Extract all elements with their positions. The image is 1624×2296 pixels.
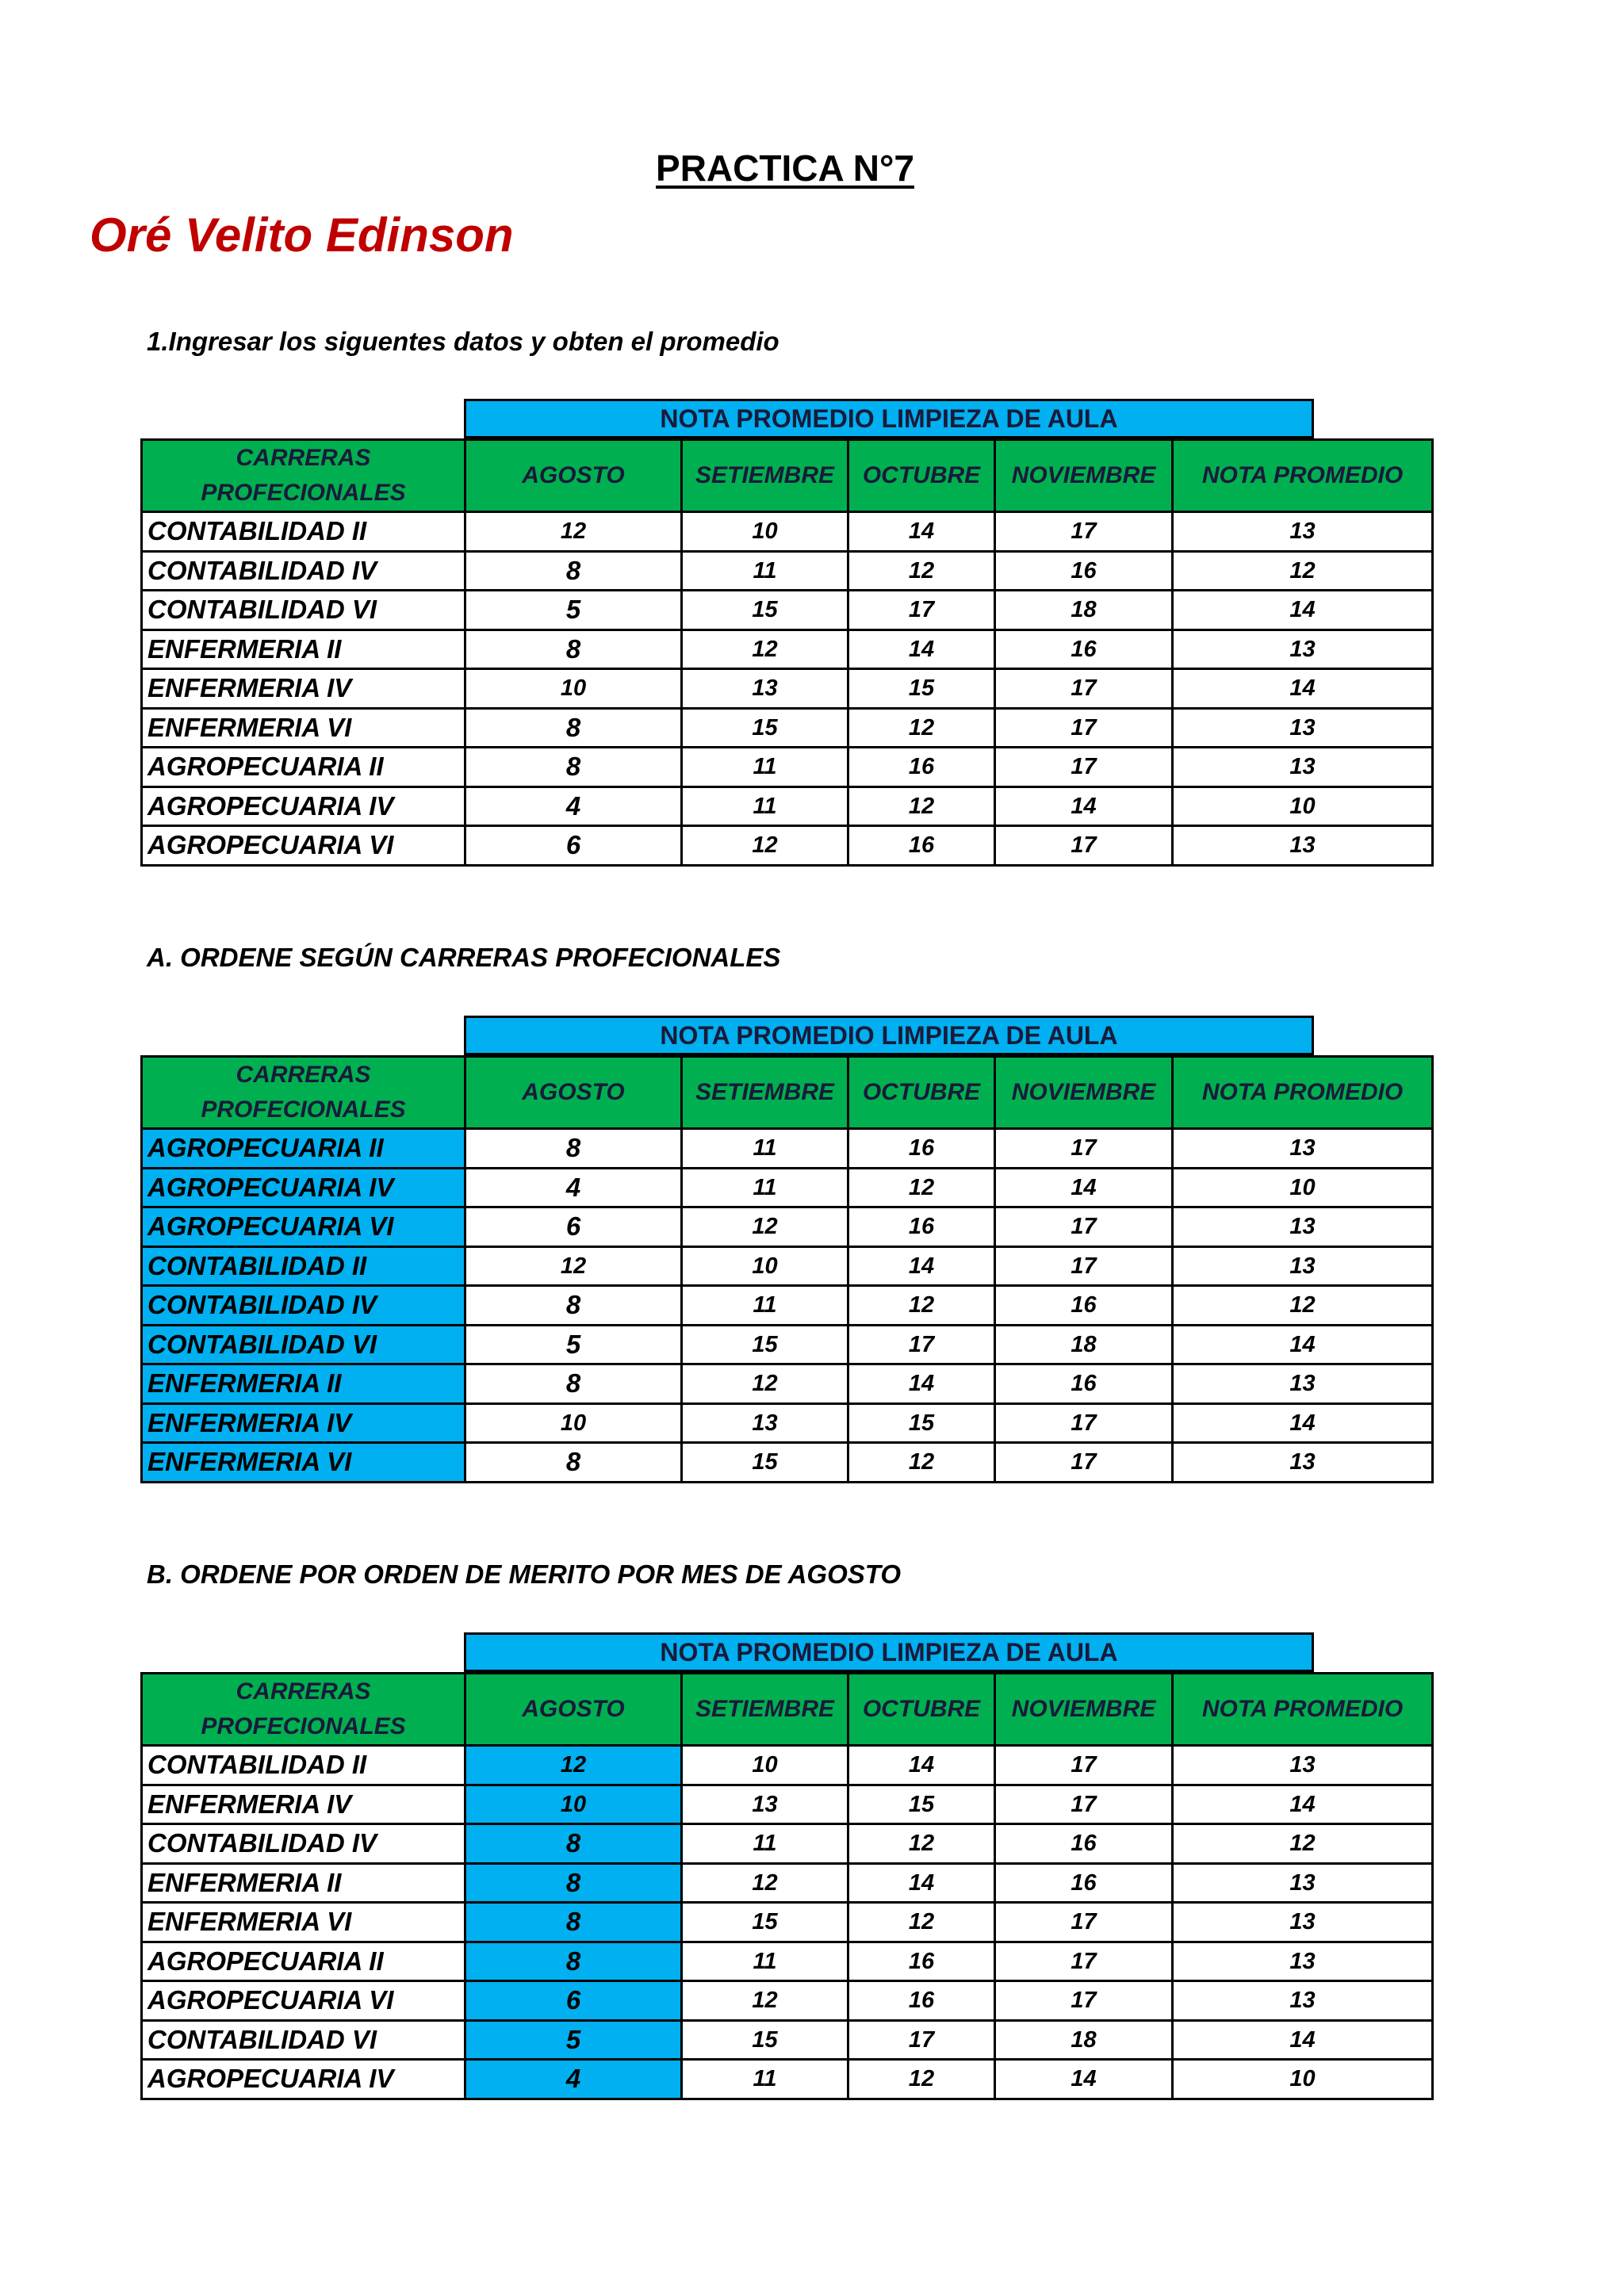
table-row (142, 2060, 1433, 2099)
table-row (142, 1863, 1433, 1903)
cell-setiembre: 12 (682, 1364, 848, 1404)
table-row (142, 669, 1433, 709)
cell-carrera: AGROPECUARIA II (142, 1129, 465, 1169)
header-noviembre: NOVIEMBRE (995, 440, 1173, 512)
table-row (142, 708, 1433, 748)
cell-agosto: 10 (465, 669, 682, 709)
cell-carrera: CONTABILIDAD II (142, 1746, 465, 1785)
cell-noviembre: 17 (995, 826, 1173, 866)
cell-octubre: 12 (848, 551, 995, 591)
cell-setiembre: 12 (682, 1981, 848, 2021)
cell-promedio: 14 (1173, 2020, 1433, 2060)
cell-promedio: 12 (1173, 551, 1433, 591)
cell-agosto: 10 (465, 1785, 682, 1824)
cell-setiembre: 12 (682, 1863, 848, 1903)
cell-promedio: 13 (1173, 1364, 1433, 1404)
cell-setiembre: 11 (682, 551, 848, 591)
cell-agosto: 8 (465, 1863, 682, 1903)
cell-noviembre: 18 (995, 591, 1173, 630)
cell-carrera: AGROPECUARIA VI (142, 1981, 465, 2021)
author-name: Oré Velito Edinson (90, 209, 514, 262)
cell-agosto: 8 (465, 1903, 682, 1942)
table-row (142, 1443, 1433, 1483)
header-noviembre: NOVIEMBRE (995, 1674, 1173, 1746)
cell-noviembre: 17 (995, 1403, 1173, 1443)
header-promedio: NOTA PROMEDIO (1173, 1057, 1433, 1129)
header-noviembre: NOVIEMBRE (995, 1057, 1173, 1129)
cell-carrera: CONTABILIDAD VI (142, 591, 465, 630)
header-carreras: CARRERAS PROFECIONALES (142, 440, 465, 512)
cell-carrera: CONTABILIDAD IV (142, 1824, 465, 1864)
cell-agosto: 8 (465, 1942, 682, 1981)
cell-octubre: 14 (848, 512, 995, 552)
cell-octubre: 12 (848, 1443, 995, 1483)
cell-octubre: 14 (848, 629, 995, 669)
cell-octubre: 16 (848, 1942, 995, 1981)
cell-promedio: 14 (1173, 1403, 1433, 1443)
data-table (140, 1055, 1434, 1483)
cell-carrera: AGROPECUARIA VI (142, 1207, 465, 1247)
cell-agosto: 6 (465, 826, 682, 866)
cell-agosto: 5 (465, 2020, 682, 2060)
table-row (142, 551, 1433, 591)
cell-carrera: AGROPECUARIA IV (142, 2060, 465, 2099)
cell-octubre: 16 (848, 748, 995, 787)
cell-noviembre: 14 (995, 2060, 1173, 2099)
table-row (142, 826, 1433, 866)
cell-agosto: 8 (465, 708, 682, 748)
cell-promedio: 10 (1173, 2060, 1433, 2099)
cell-agosto: 5 (465, 1325, 682, 1364)
cell-carrera: ENFERMERIA II (142, 1364, 465, 1404)
cell-setiembre: 15 (682, 1325, 848, 1364)
cell-agosto: 8 (465, 551, 682, 591)
header-setiembre: SETIEMBRE (682, 1674, 848, 1746)
cell-noviembre: 14 (995, 786, 1173, 826)
cell-promedio: 13 (1173, 1746, 1433, 1785)
cell-promedio: 13 (1173, 512, 1433, 552)
table-row (142, 1286, 1433, 1326)
table-row (142, 1246, 1433, 1286)
cell-promedio: 14 (1173, 1325, 1433, 1364)
cell-promedio: 13 (1173, 1207, 1433, 1247)
cell-promedio: 13 (1173, 1981, 1433, 2021)
cell-agosto: 4 (465, 2060, 682, 2099)
cell-carrera: CONTABILIDAD VI (142, 2020, 465, 2060)
cell-noviembre: 17 (995, 1207, 1173, 1247)
cell-agosto: 8 (465, 1129, 682, 1169)
cell-octubre: 16 (848, 1981, 995, 2021)
cell-carrera: ENFERMERIA IV (142, 669, 465, 709)
group-header: NOTA PROMEDIO LIMPIEZA DE AULA (464, 399, 1314, 438)
cell-agosto: 8 (465, 1443, 682, 1483)
cell-noviembre: 17 (995, 512, 1173, 552)
cell-noviembre: 17 (995, 748, 1173, 787)
cell-agosto: 12 (465, 512, 682, 552)
table-row (142, 2020, 1433, 2060)
data-table (140, 438, 1434, 867)
cell-promedio: 12 (1173, 1286, 1433, 1326)
data-table (140, 1672, 1434, 2100)
cell-agosto: 8 (465, 1824, 682, 1864)
table-row (142, 1824, 1433, 1864)
cell-carrera: ENFERMERIA VI (142, 1903, 465, 1942)
cell-octubre: 12 (848, 1286, 995, 1326)
cell-octubre: 15 (848, 669, 995, 709)
cell-agosto: 12 (465, 1746, 682, 1785)
cell-noviembre: 16 (995, 1364, 1173, 1404)
table-row (142, 1403, 1433, 1443)
cell-noviembre: 17 (995, 1942, 1173, 1981)
cell-octubre: 12 (848, 1903, 995, 1942)
cell-carrera: CONTABILIDAD IV (142, 551, 465, 591)
cell-promedio: 14 (1173, 669, 1433, 709)
cell-agosto: 6 (465, 1981, 682, 2021)
cell-setiembre: 13 (682, 669, 848, 709)
cell-setiembre: 15 (682, 708, 848, 748)
header-setiembre: SETIEMBRE (682, 1057, 848, 1129)
header-setiembre: SETIEMBRE (682, 440, 848, 512)
cell-carrera: CONTABILIDAD II (142, 1246, 465, 1286)
page-title: PRACTICA N°7 (656, 147, 914, 189)
cell-promedio: 13 (1173, 629, 1433, 669)
cell-octubre: 14 (848, 1746, 995, 1785)
cell-carrera: CONTABILIDAD II (142, 512, 465, 552)
group-header: NOTA PROMEDIO LIMPIEZA DE AULA (464, 1632, 1314, 1672)
table-row (142, 1746, 1433, 1785)
cell-octubre: 14 (848, 1863, 995, 1903)
table-row (142, 512, 1433, 552)
header-agosto: AGOSTO (465, 440, 682, 512)
cell-noviembre: 17 (995, 1746, 1173, 1785)
group-header: NOTA PROMEDIO LIMPIEZA DE AULA (464, 1016, 1314, 1055)
table-row (142, 1942, 1433, 1981)
cell-carrera: AGROPECUARIA II (142, 748, 465, 787)
table-row (142, 629, 1433, 669)
table-row (142, 1325, 1433, 1364)
cell-noviembre: 17 (995, 1903, 1173, 1942)
cell-agosto: 5 (465, 591, 682, 630)
cell-setiembre: 12 (682, 826, 848, 866)
table-row (142, 1364, 1433, 1404)
cell-carrera: AGROPECUARIA VI (142, 826, 465, 866)
cell-agosto: 10 (465, 1403, 682, 1443)
cell-promedio: 13 (1173, 1129, 1433, 1169)
cell-octubre: 12 (848, 1824, 995, 1864)
cell-octubre: 14 (848, 1364, 995, 1404)
cell-promedio: 10 (1173, 786, 1433, 826)
cell-promedio: 13 (1173, 1903, 1433, 1942)
cell-noviembre: 16 (995, 629, 1173, 669)
cell-octubre: 16 (848, 826, 995, 866)
cell-promedio: 14 (1173, 591, 1433, 630)
cell-agosto: 8 (465, 748, 682, 787)
cell-octubre: 16 (848, 1207, 995, 1247)
table-row (142, 1129, 1433, 1169)
cell-octubre: 16 (848, 1129, 995, 1169)
cell-promedio: 12 (1173, 1824, 1433, 1864)
cell-setiembre: 11 (682, 1168, 848, 1207)
cell-agosto: 4 (465, 786, 682, 826)
cell-noviembre: 18 (995, 1325, 1173, 1364)
cell-noviembre: 17 (995, 1785, 1173, 1824)
cell-noviembre: 16 (995, 551, 1173, 591)
cell-promedio: 13 (1173, 1246, 1433, 1286)
header-carreras: CARRERAS PROFECIONALES (142, 1674, 465, 1746)
cell-setiembre: 13 (682, 1403, 848, 1443)
cell-setiembre: 12 (682, 629, 848, 669)
cell-carrera: AGROPECUARIA IV (142, 1168, 465, 1207)
cell-octubre: 15 (848, 1403, 995, 1443)
cell-noviembre: 17 (995, 669, 1173, 709)
section-label-b: B. ORDENE POR ORDEN DE MERITO POR MES DE AGOSTO (147, 1559, 902, 1589)
cell-promedio: 13 (1173, 1863, 1433, 1903)
cell-noviembre: 16 (995, 1824, 1173, 1864)
cell-noviembre: 16 (995, 1863, 1173, 1903)
table-row (142, 786, 1433, 826)
header-octubre: OCTUBRE (848, 440, 995, 512)
header-octubre: OCTUBRE (848, 1057, 995, 1129)
section-label-1: 1.Ingresar los siguentes datos y obten el promedio (147, 327, 779, 356)
cell-promedio: 13 (1173, 1443, 1433, 1483)
header-promedio: NOTA PROMEDIO (1173, 440, 1433, 512)
cell-noviembre: 18 (995, 2020, 1173, 2060)
cell-carrera: ENFERMERIA VI (142, 1443, 465, 1483)
cell-agosto: 8 (465, 1364, 682, 1404)
cell-octubre: 12 (848, 708, 995, 748)
cell-setiembre: 11 (682, 1824, 848, 1864)
cell-setiembre: 11 (682, 1942, 848, 1981)
cell-agosto: 8 (465, 629, 682, 669)
cell-noviembre: 17 (995, 1129, 1173, 1169)
cell-carrera: AGROPECUARIA II (142, 1942, 465, 1981)
table-row (142, 1981, 1433, 2021)
table-row (142, 1168, 1433, 1207)
cell-setiembre: 15 (682, 2020, 848, 2060)
section-label-a: A. ORDENE SEGÚN CARRERAS PROFECIONALES (147, 943, 781, 972)
cell-promedio: 14 (1173, 1785, 1433, 1824)
cell-octubre: 14 (848, 1246, 995, 1286)
cell-octubre: 17 (848, 2020, 995, 2060)
cell-agosto: 4 (465, 1168, 682, 1207)
table-row (142, 591, 1433, 630)
cell-setiembre: 13 (682, 1785, 848, 1824)
header-promedio: NOTA PROMEDIO (1173, 1674, 1433, 1746)
cell-noviembre: 16 (995, 1286, 1173, 1326)
cell-setiembre: 11 (682, 1286, 848, 1326)
cell-carrera: ENFERMERIA IV (142, 1785, 465, 1824)
cell-setiembre: 15 (682, 1903, 848, 1942)
cell-noviembre: 17 (995, 1443, 1173, 1483)
cell-promedio: 13 (1173, 826, 1433, 866)
cell-setiembre: 10 (682, 512, 848, 552)
cell-promedio: 13 (1173, 1942, 1433, 1981)
table-row (142, 1207, 1433, 1247)
header-agosto: AGOSTO (465, 1057, 682, 1129)
cell-carrera: AGROPECUARIA IV (142, 786, 465, 826)
cell-carrera: ENFERMERIA VI (142, 708, 465, 748)
cell-promedio: 13 (1173, 708, 1433, 748)
cell-carrera: ENFERMERIA II (142, 1863, 465, 1903)
cell-setiembre: 12 (682, 1207, 848, 1247)
header-agosto: AGOSTO (465, 1674, 682, 1746)
cell-octubre: 17 (848, 1325, 995, 1364)
cell-setiembre: 15 (682, 591, 848, 630)
cell-agosto: 6 (465, 1207, 682, 1247)
cell-octubre: 12 (848, 786, 995, 826)
cell-setiembre: 11 (682, 748, 848, 787)
cell-carrera: ENFERMERIA II (142, 629, 465, 669)
cell-octubre: 12 (848, 1168, 995, 1207)
cell-setiembre: 11 (682, 786, 848, 826)
cell-noviembre: 17 (995, 708, 1173, 748)
cell-carrera: CONTABILIDAD VI (142, 1325, 465, 1364)
cell-octubre: 12 (848, 2060, 995, 2099)
table-row (142, 748, 1433, 787)
cell-promedio: 13 (1173, 748, 1433, 787)
cell-carrera: ENFERMERIA IV (142, 1403, 465, 1443)
header-carreras: CARRERAS PROFECIONALES (142, 1057, 465, 1129)
cell-setiembre: 15 (682, 1443, 848, 1483)
cell-octubre: 17 (848, 591, 995, 630)
cell-promedio: 10 (1173, 1168, 1433, 1207)
table-row (142, 1785, 1433, 1824)
header-octubre: OCTUBRE (848, 1674, 995, 1746)
cell-setiembre: 11 (682, 1129, 848, 1169)
cell-agosto: 8 (465, 1286, 682, 1326)
cell-setiembre: 10 (682, 1246, 848, 1286)
cell-carrera: CONTABILIDAD IV (142, 1286, 465, 1326)
cell-noviembre: 14 (995, 1168, 1173, 1207)
cell-setiembre: 10 (682, 1746, 848, 1785)
cell-agosto: 12 (465, 1246, 682, 1286)
table-row (142, 1903, 1433, 1942)
cell-noviembre: 17 (995, 1246, 1173, 1286)
cell-setiembre: 11 (682, 2060, 848, 2099)
cell-noviembre: 17 (995, 1981, 1173, 2021)
cell-octubre: 15 (848, 1785, 995, 1824)
